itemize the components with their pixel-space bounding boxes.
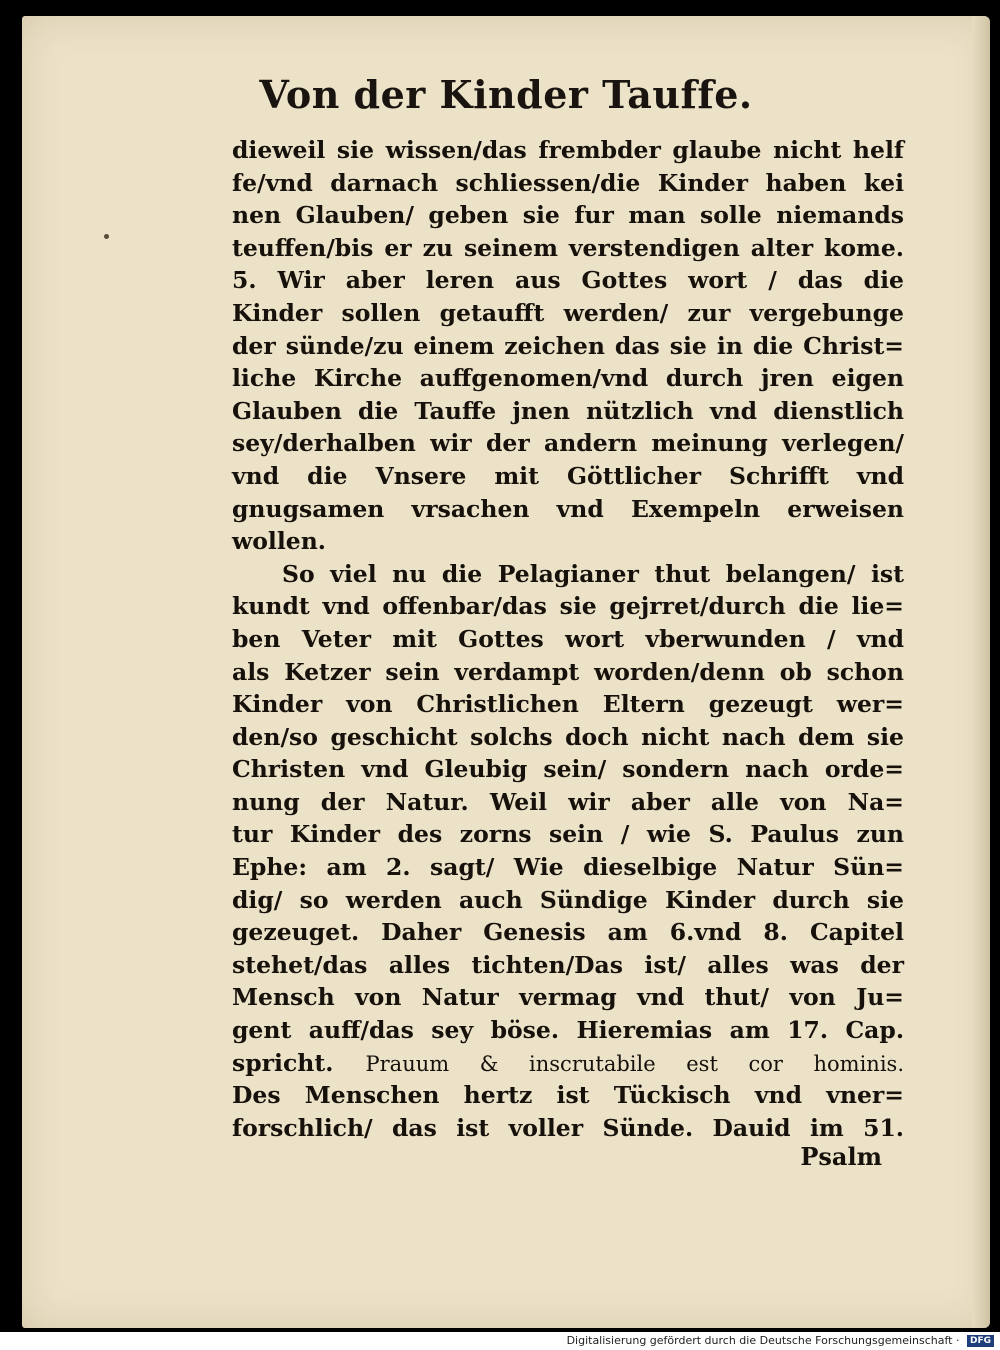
- text-line-26: stehet/das alles tichten/Das ist/ alles was der: [232, 950, 904, 979]
- text-line-30: Des Menschen hertz ist Tückisch vnd vner=: [232, 1081, 904, 1110]
- book-page: [22, 16, 990, 1328]
- text-line-22: tur Kinder des zorns sein / wie S. Paulus zun: [232, 820, 904, 849]
- text-line-10: sey/derhalben wir der andern meinung verlegen/: [232, 429, 904, 458]
- dfg-logo: DFG: [967, 1335, 994, 1347]
- text-line-12: gnugsamen vrsachen vnd Exempeln erweisen: [232, 494, 904, 523]
- text-line-8: liche Kirche auffgenomen/vnd durch jren eigen: [232, 364, 904, 393]
- text-line-27: Mensch von Natur vermag vnd thut/ von Ju=: [232, 983, 904, 1012]
- page-edge-shadow: [972, 16, 990, 1328]
- text-line-24: dig/ so werden auch Sündige Kinder durch sie: [232, 885, 904, 914]
- text-line-7: der sünde/zu einem zeichen das sie in die Christ=: [232, 331, 904, 360]
- ink-spot: [104, 234, 109, 239]
- text-line-23: Ephe: am 2. sagt/ Wie dieselbige Natur Sün=: [232, 853, 904, 882]
- text-line-14: So viel nu die Pelagianer thut belangen/ ist: [282, 559, 904, 588]
- text-line-29-latin: [232, 1047, 904, 1080]
- catchword: Psalm: [800, 1142, 882, 1171]
- text-line-17: als Ketzer sein verdampt worden/denn ob schon: [232, 657, 904, 686]
- text-line-28: gent auff/das sey böse. Hieremias am 17. Cap.: [232, 1016, 904, 1045]
- text-line-11: vnd die Vnsere mit Göttlicher Schrifft vnd: [232, 461, 904, 490]
- text-line-6: Kinder sollen getaufft werden/ zur vergebunge: [232, 298, 904, 327]
- text-line-3: nen Glauben/ geben sie fur man solle niemands: [232, 201, 904, 230]
- text-line-2: fe/vnd darnach schliessen/die Kinder haben kei: [232, 168, 904, 197]
- running-header: Von der Kinder Tauffe.: [259, 72, 753, 117]
- text-line-1: dieweil sie wissen/das frembder glaube nicht helf: [232, 136, 904, 164]
- text-line-5: 5. Wir aber leren aus Gottes wort / das die: [232, 266, 904, 295]
- digitization-footer: [0, 1332, 1000, 1350]
- text-line-21: nung der Natur. Weil wir aber alle von Na=: [232, 787, 904, 816]
- text-line-18: Kinder von Christlichen Eltern gezeugt wer=: [232, 690, 904, 719]
- text-line-19: den/so geschicht solchs doch nicht nach dem sie: [232, 722, 904, 751]
- text-line-15: kundt vnd offenbar/das sie gejrret/durch die lie=: [232, 592, 904, 621]
- text-line-16: ben Veter mit Gottes wort vberwunden / vnd: [232, 624, 904, 653]
- body-text: [232, 134, 904, 1144]
- latin-line-prefix: spricht.: [232, 1048, 334, 1077]
- text-line-20: Christen vnd Gleubig sein/ sondern nach orde=: [232, 755, 904, 784]
- text-line-31: forschlich/ das ist voller Sünde. Dauid im 51.: [232, 1113, 904, 1142]
- text-line-4: teuffen/bis er zu seinem verstendigen alter kome.: [232, 233, 904, 262]
- text-line-13: wollen.: [232, 527, 326, 556]
- latin-quote: Prauum & inscrutabile est cor hominis.: [365, 1051, 905, 1076]
- footer-credit: Digitalisierung gefördert durch die Deutsche Forschungsgemeinschaft ·: [566, 1334, 960, 1347]
- text-line-25: gezeuget. Daher Genesis am 6.vnd 8. Capitel: [232, 918, 904, 947]
- text-line-9: Glauben die Tauffe jnen nützlich vnd dienstlich: [232, 396, 904, 425]
